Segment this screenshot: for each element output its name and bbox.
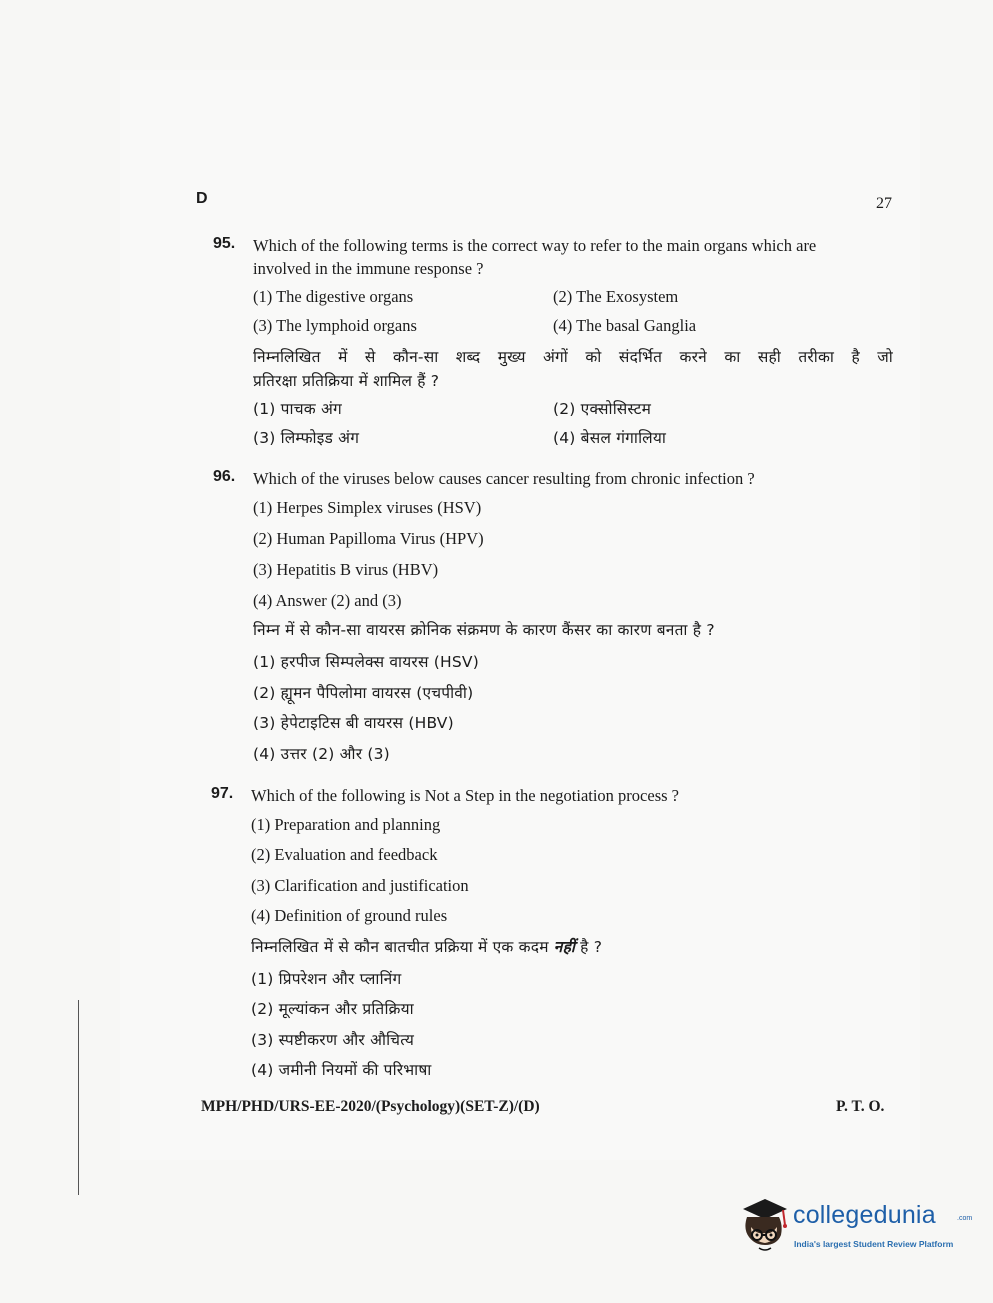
option: (3) Clarification and justification xyxy=(251,876,469,895)
option: (4) बेसल गंगालिया xyxy=(553,429,667,447)
question-number: 96. xyxy=(213,468,236,485)
question-text-part: है ? xyxy=(575,938,603,956)
paper-code: MPH/PHD/URS-EE-2020/(Psychology)(SET-Z)/(D) xyxy=(201,1098,540,1115)
option: (4) जमीनी नियमों की परिभाषा xyxy=(251,1061,432,1079)
question-number: 95. xyxy=(213,235,236,252)
option: (1) पाचक अंग xyxy=(253,400,342,418)
option: (4) Answer (2) and (3) xyxy=(253,591,402,610)
logo-wordmark: collegedunia xyxy=(793,1201,936,1229)
option: (1) प्रिपरेशन और प्लानिंग xyxy=(251,970,402,988)
option: (3) स्पष्टीकरण और औचित्य xyxy=(251,1031,415,1049)
logo-suffix: .com xyxy=(957,1215,973,1222)
question-number: 97. xyxy=(211,785,234,802)
question-text-english xyxy=(251,784,891,807)
mascot-icon xyxy=(735,1195,791,1257)
pto-label: P. T. O. xyxy=(836,1098,885,1115)
option: (2) ह्यूमन पैपिलोमा वायरस (एचपीवी) xyxy=(253,684,474,702)
logo-tagline: India's largest Student Review Platform xyxy=(794,1239,954,1249)
option: (4) The basal Ganglia xyxy=(553,316,697,335)
page-number: 27 xyxy=(876,195,892,212)
question-text-hindi xyxy=(251,936,851,959)
option: (2) Evaluation and feedback xyxy=(251,845,438,864)
option: (2) मूल्यांकन और प्रतिक्रिया xyxy=(251,1000,414,1018)
option: (3) लिम्फोइड अंग xyxy=(253,429,360,447)
question-text-english xyxy=(253,234,893,280)
option: (1) Herpes Simplex viruses (HSV) xyxy=(253,498,482,517)
collegedunia-logo[interactable] xyxy=(735,1195,973,1260)
option: (3) Hepatitis B virus (HBV) xyxy=(253,560,439,579)
question-text-hindi xyxy=(253,619,843,642)
emphasis-not: नहीं xyxy=(553,938,576,956)
question-line: Which of the following terms is the correct way to refer to the main organs which are xyxy=(253,236,817,255)
option: (1) The digestive organs xyxy=(253,287,414,306)
question-text-hindi xyxy=(253,345,893,393)
option: (3) हेपेटाइटिस बी वायरस (HBV) xyxy=(253,714,454,732)
question-line: प्रतिरक्षा प्रतिक्रिया में शामिल हैं ? xyxy=(253,372,440,390)
option: (1) हरपीज सिम्पलेक्स वायरस (HSV) xyxy=(253,653,479,671)
option: (2) Human Papilloma Virus (HPV) xyxy=(253,529,484,548)
option: (1) Preparation and planning xyxy=(251,815,441,834)
question-line: Which of the viruses below causes cancer resulting from chronic infection ? xyxy=(253,469,755,488)
set-letter: D xyxy=(196,190,208,207)
option: (4) उत्तर (2) और (3) xyxy=(253,745,390,763)
option: (4) Definition of ground rules xyxy=(251,906,448,925)
question-line: निम्नलिखित में से कौन-सा शब्द मुख्य अंगों को संदर्भित करने का सही तरीका है जो xyxy=(253,348,893,366)
question-line: निम्न में से कौन-सा वायरस क्रोनिक संक्रमण के कारण कैंसर का कारण बनता है ? xyxy=(253,621,715,639)
option: (2) The Exosystem xyxy=(553,287,679,306)
question-text-english xyxy=(253,467,893,490)
question-line: involved in the immune response ? xyxy=(253,259,484,278)
option: (2) एक्सोसिस्टम xyxy=(553,400,652,418)
option: (3) The lymphoid organs xyxy=(253,316,417,335)
question-text-part: निम्नलिखित में से कौन बातचीत प्रक्रिया में एक कदम xyxy=(251,938,554,956)
margin-line xyxy=(78,1000,79,1195)
question-line: Which of the following is Not a Step in the negotiation process ? xyxy=(251,786,679,805)
